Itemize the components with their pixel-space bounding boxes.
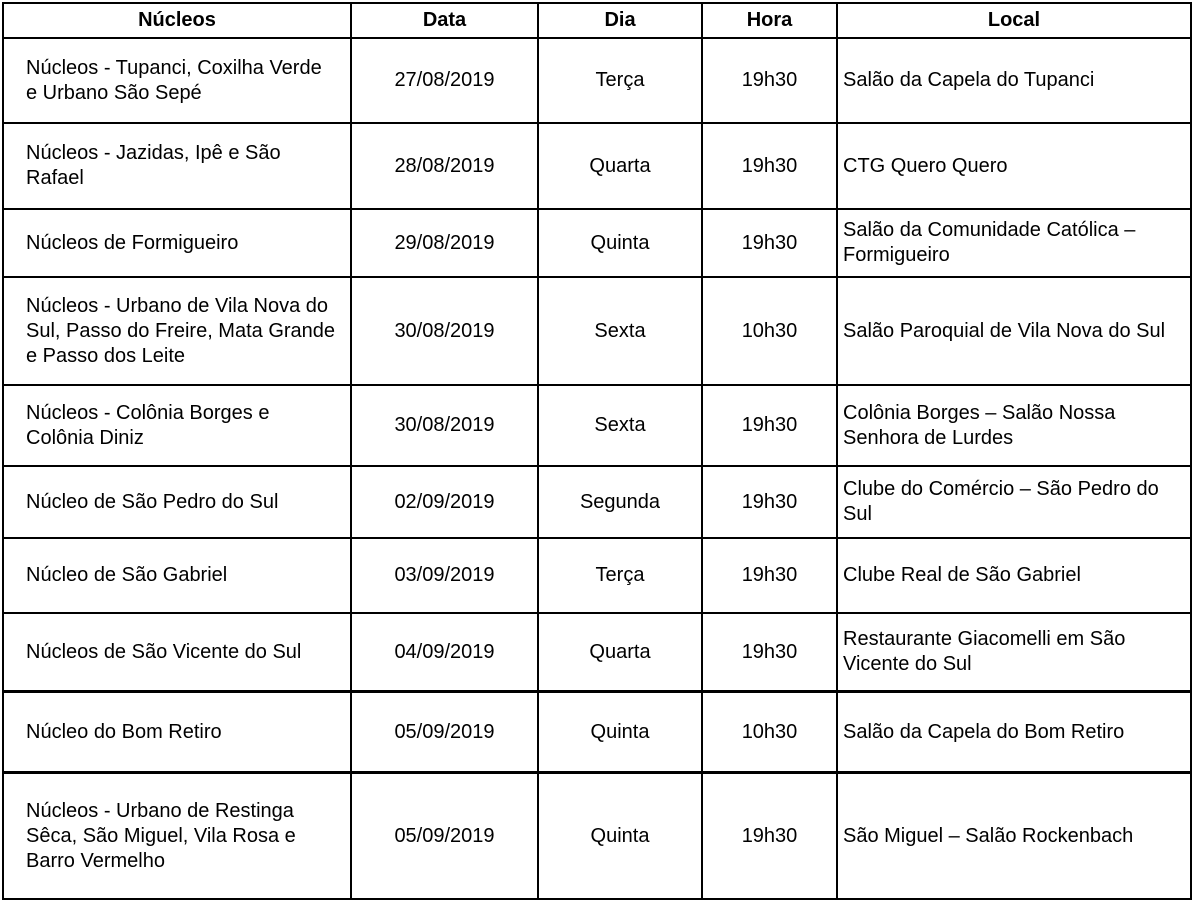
- cell-hora: 19h30: [702, 123, 837, 209]
- cell-line: Núcleos de Formigueiro: [26, 231, 239, 254]
- cell-line: Salão da Comunidade Católica –: [843, 219, 1136, 241]
- table-row: [3, 209, 1191, 277]
- cell-hora: 19h30: [702, 385, 837, 466]
- cell-line: Núcleos - Urbano de Restinga: [26, 799, 294, 822]
- cell-nucleos: [3, 385, 351, 466]
- cell-line: Colônia Diniz: [26, 426, 144, 449]
- cell-line: Núcleos - Jazidas, Ipê e São: [26, 142, 281, 164]
- header-nucleos: Núcleos: [3, 3, 351, 38]
- cell-local: [837, 538, 1191, 613]
- cell-dia: Terça: [538, 38, 702, 123]
- cell-local: [837, 38, 1191, 123]
- cell-line: Restaurante Giacomelli em São: [843, 628, 1126, 650]
- table-row: [3, 277, 1191, 385]
- cell-nucleos: [3, 538, 351, 613]
- header-local: Local: [837, 3, 1191, 38]
- cell-dia: Quinta: [538, 692, 702, 773]
- cell-line: Núcleos - Colônia Borges e: [26, 401, 270, 424]
- cell-hora: 19h30: [702, 466, 837, 538]
- cell-line: Sêca, São Miguel, Vila Rosa e: [26, 824, 296, 847]
- cell-nucleos: [3, 209, 351, 277]
- table-row: [3, 692, 1191, 773]
- cell-line: Salão Paroquial de Vila Nova do Sul: [843, 319, 1166, 342]
- cell-data: 05/09/2019: [351, 773, 538, 900]
- cell-dia: Quarta: [538, 613, 702, 692]
- cell-data: 28/08/2019: [351, 123, 538, 209]
- cell-line: Núcleos - Urbano de Vila Nova do: [26, 294, 329, 317]
- header-dia: Dia: [538, 3, 702, 38]
- cell-hora: 19h30: [702, 538, 837, 613]
- cell-local: [837, 773, 1191, 900]
- cell-nucleos: [3, 38, 351, 123]
- cell-local: [837, 123, 1191, 209]
- cell-line: Salão da Capela do Tupanci: [843, 69, 1095, 91]
- cell-line: Vicente do Sul: [843, 653, 972, 675]
- cell-line: CTG Quero Quero: [843, 154, 1008, 177]
- cell-local: [837, 466, 1191, 538]
- cell-line: Colônia Borges – Salão Nossa: [843, 401, 1116, 424]
- cell-line: Núcleos de São Vicente do Sul: [26, 640, 302, 663]
- cell-data: 03/09/2019: [351, 538, 538, 613]
- table-row: [3, 613, 1191, 692]
- cell-dia: Quinta: [538, 209, 702, 277]
- table-row: [3, 123, 1191, 209]
- cell-data: 04/09/2019: [351, 613, 538, 692]
- cell-line: e Urbano São Sepé: [26, 81, 202, 104]
- cell-data: 29/08/2019: [351, 209, 538, 277]
- cell-nucleos: [3, 277, 351, 385]
- table-row: [3, 538, 1191, 613]
- cell-data: 30/08/2019: [351, 277, 538, 385]
- table-row: [3, 466, 1191, 538]
- cell-line: Salão da Capela do Bom Retiro: [843, 720, 1125, 743]
- cell-line: Sul, Passo do Freire, Mata Grande: [26, 319, 336, 342]
- cell-line: Núcleo de São Gabriel: [26, 564, 228, 586]
- header-row: [3, 3, 1191, 38]
- cell-local: [837, 692, 1191, 773]
- table-row: [3, 773, 1191, 900]
- cell-data: 30/08/2019: [351, 385, 538, 466]
- cell-nucleos: [3, 613, 351, 692]
- cell-dia: Sexta: [538, 385, 702, 466]
- schedule-table: [2, 2, 1192, 900]
- cell-nucleos: [3, 692, 351, 773]
- cell-dia: Terça: [538, 538, 702, 613]
- cell-hora: 19h30: [702, 209, 837, 277]
- cell-local: [837, 385, 1191, 466]
- cell-dia: Segunda: [538, 466, 702, 538]
- cell-hora: 19h30: [702, 773, 837, 900]
- cell-line: Núcleos - Tupanci, Coxilha Verde: [26, 56, 322, 79]
- header-hora: Hora: [702, 3, 837, 38]
- cell-line: Núcleo de São Pedro do Sul: [26, 490, 279, 513]
- cell-hora: 10h30: [702, 692, 837, 773]
- cell-hora: 19h30: [702, 38, 837, 123]
- table-row: [3, 385, 1191, 466]
- cell-line: Núcleo do Bom Retiro: [26, 720, 222, 743]
- cell-local: [837, 613, 1191, 692]
- cell-line: Sul: [843, 503, 872, 525]
- cell-line: Formigueiro: [843, 244, 950, 266]
- cell-line: Rafael: [26, 167, 84, 189]
- cell-line: Clube Real de São Gabriel: [843, 564, 1081, 586]
- cell-hora: 19h30: [702, 613, 837, 692]
- cell-dia: Sexta: [538, 277, 702, 385]
- cell-local: [837, 277, 1191, 385]
- cell-line: São Miguel – Salão Rockenbach: [843, 824, 1134, 847]
- cell-nucleos: [3, 123, 351, 209]
- cell-data: 27/08/2019: [351, 38, 538, 123]
- cell-line: e Passo dos Leite: [26, 344, 185, 367]
- cell-line: Clube do Comércio – São Pedro do: [843, 478, 1159, 500]
- cell-line: Barro Vermelho: [26, 849, 165, 872]
- cell-data: 02/09/2019: [351, 466, 538, 538]
- cell-nucleos: [3, 466, 351, 538]
- cell-dia: Quinta: [538, 773, 702, 900]
- cell-data: 05/09/2019: [351, 692, 538, 773]
- cell-dia: Quarta: [538, 123, 702, 209]
- cell-hora: 10h30: [702, 277, 837, 385]
- header-data: Data: [351, 3, 538, 38]
- cell-local: [837, 209, 1191, 277]
- table-row: [3, 38, 1191, 123]
- cell-nucleos: [3, 773, 351, 900]
- cell-line: Senhora de Lurdes: [843, 426, 1014, 449]
